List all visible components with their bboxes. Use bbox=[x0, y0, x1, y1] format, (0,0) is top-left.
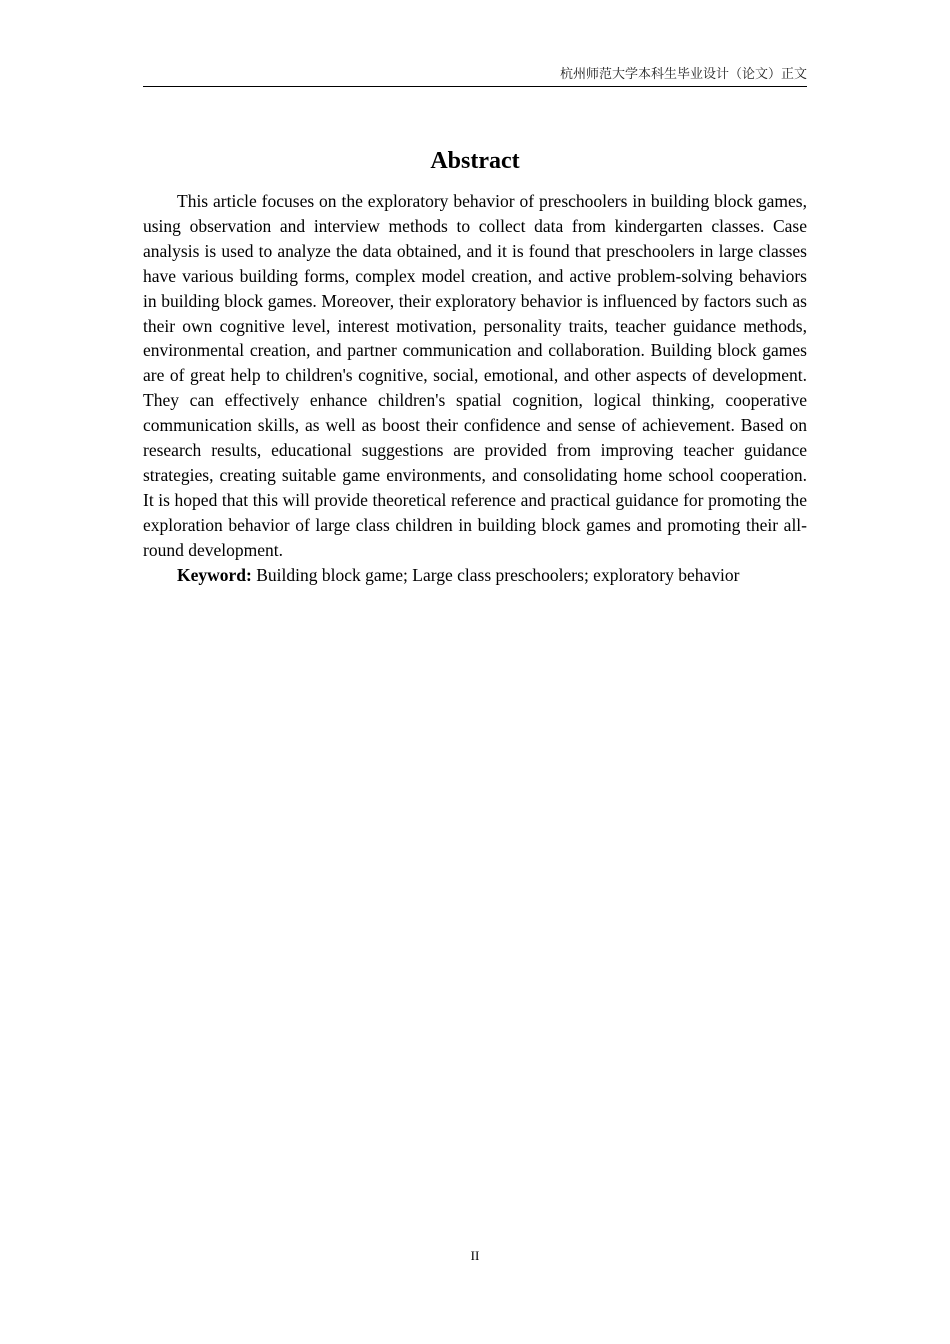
page-number: II bbox=[470, 1248, 480, 1263]
keyword-label: Keyword: bbox=[177, 564, 252, 585]
keywords-paragraph bbox=[143, 563, 807, 588]
running-header: 杭州师范大学本科生毕业设计（论文）正文 bbox=[559, 67, 807, 82]
abstract-title: Abstract bbox=[430, 148, 520, 174]
keyword-list: Building block game; Large class preschoolers; exploratory behavior bbox=[256, 564, 740, 585]
header-rule bbox=[143, 86, 807, 87]
abstract-body bbox=[143, 189, 807, 588]
abstract-paragraph: This article focuses on the exploratory behavior of preschoolers in building block games, using observation and interview methods to collect data from kindergarten classes. Case analysis is used to analyze the data obtained, and it is found that preschoolers in large classes have various building forms, complex model creation, and active problem-solving behaviors in building block games. Moreover, their exploratory behavior is influenced by factors such as their own cognitive level, interest motivation, personality traits, teacher guidance methods, environmental creation, and partner communication and collaboration. Building block games are of great help to children's cognitive, social, emotional, and other aspects of development. They can effectively enhance children's spatial cognition, logical thinking, cooperative communication skills, as well as boost their confidence and sense of achievement. Based on research results, educational suggestions are provided from improving teacher guidance strategies, creating suitable game environments, and consolidating home school cooperation. It is hoped that this will provide theoretical reference and practical guidance for promoting the exploration behavior of large class children in building block games and promoting their all-round development. bbox=[143, 191, 807, 560]
